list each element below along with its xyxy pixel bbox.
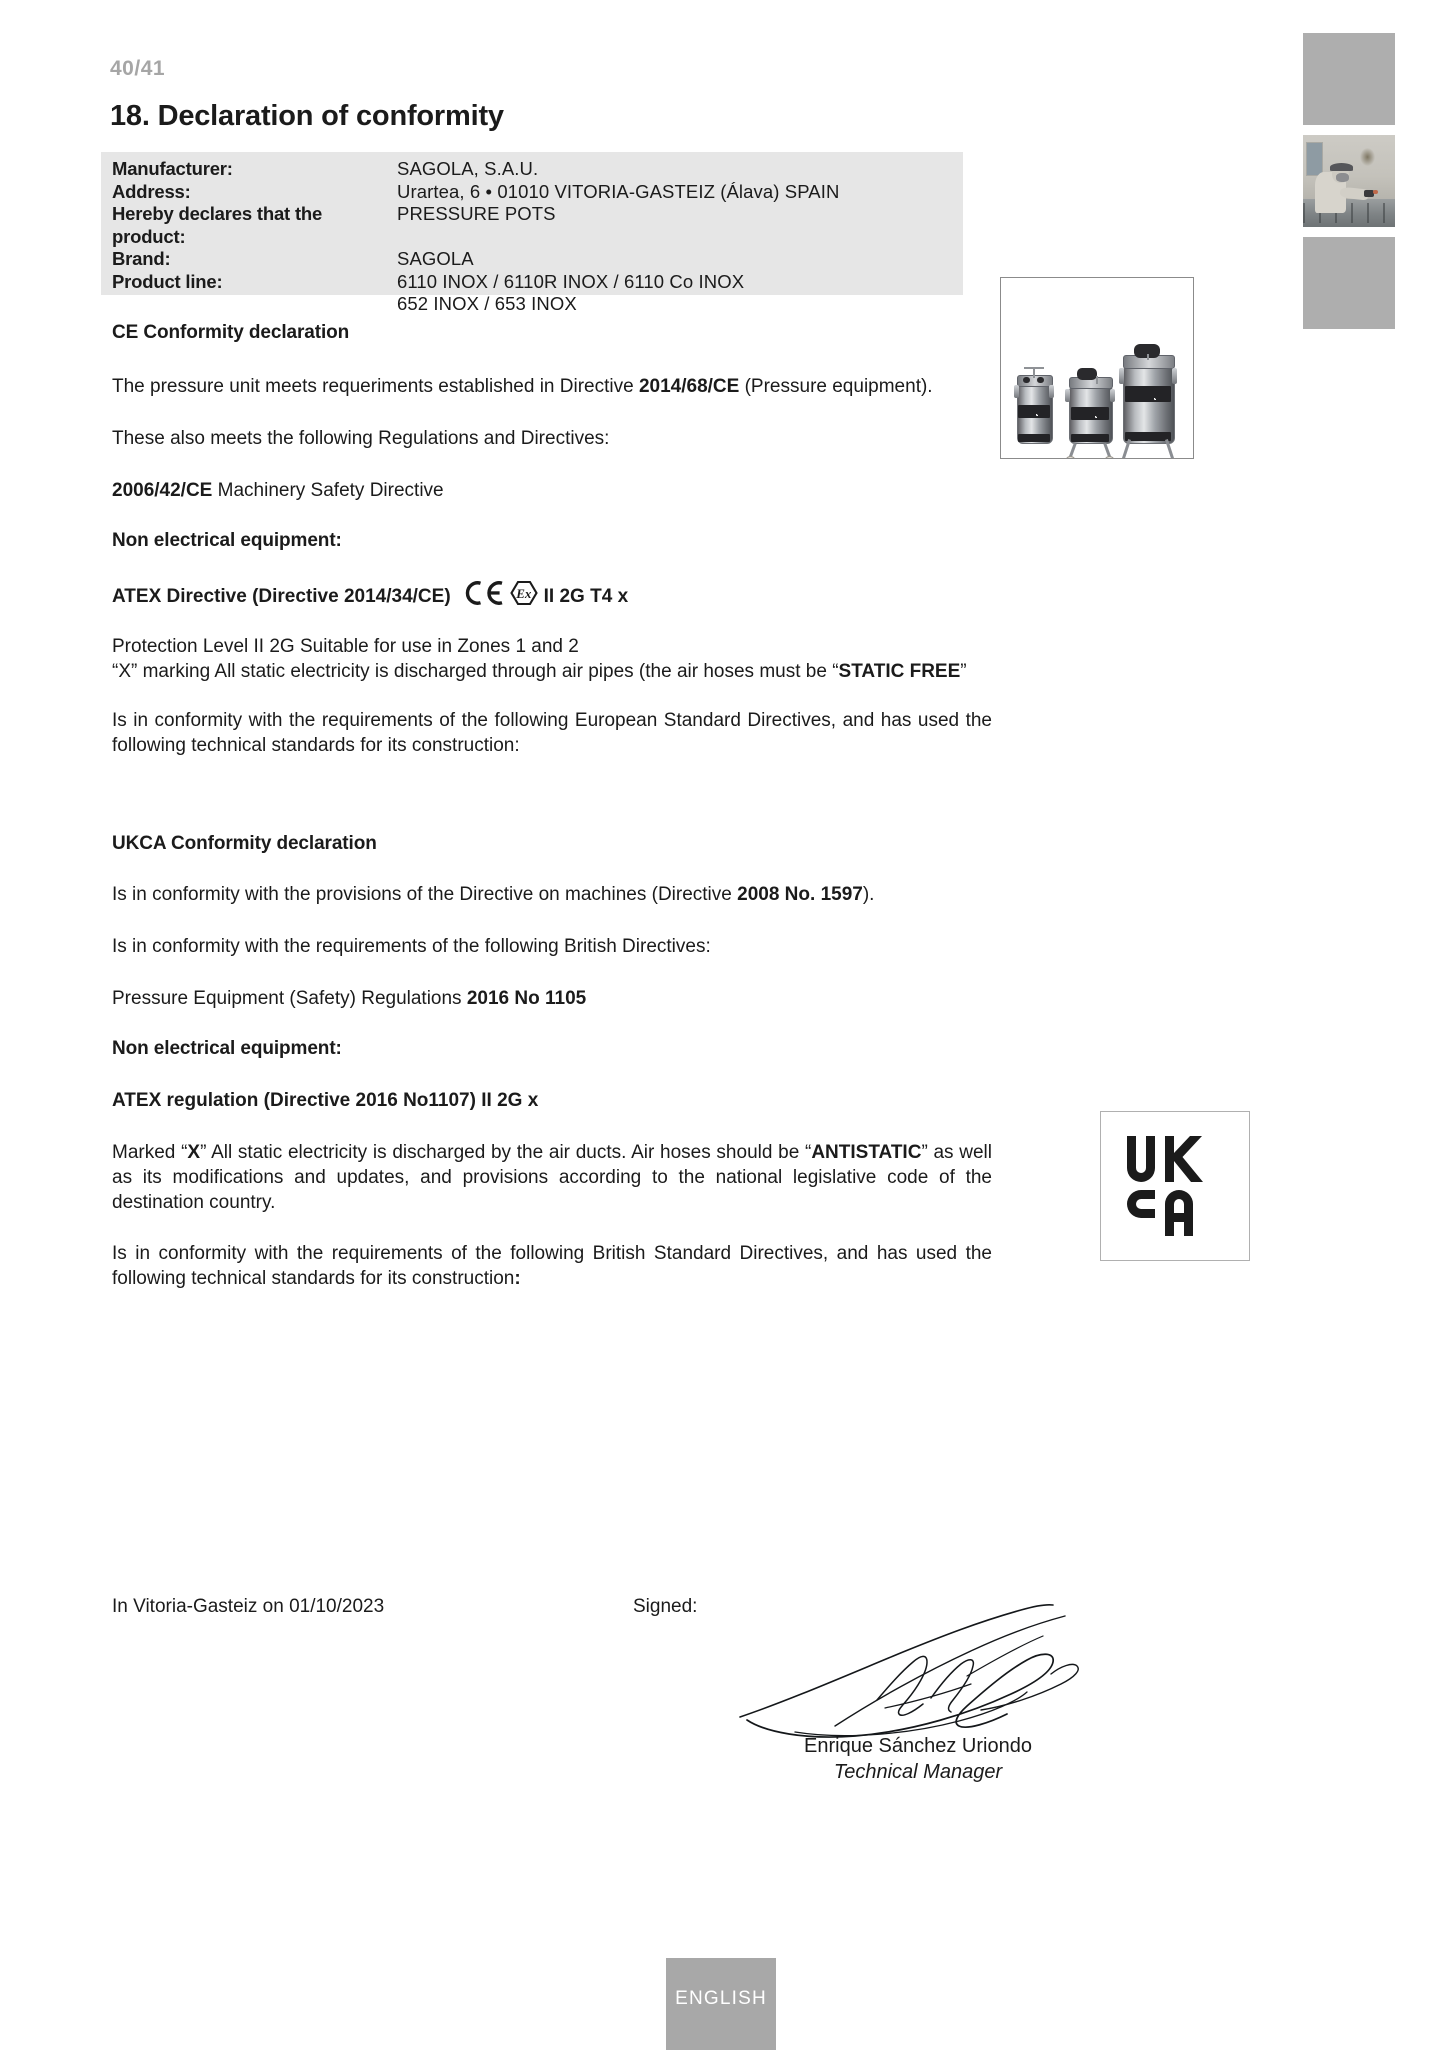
pot-agitator-motor [1077,368,1097,380]
page-title: 18. Declaration of conformity [110,100,504,132]
info-row [112,293,992,316]
signatory-name: Enrique Sánchez Uriondo [804,1735,1032,1757]
info-value: 6110 INOX / 6110R INOX / 6110 Co INOX [397,270,745,292]
pot-leg [1122,439,1131,459]
ukca-p1-after: ). [862,884,875,905]
ce-p1-directive: 2014/68/CE [638,376,740,397]
pot-stem [1033,368,1035,378]
ce-p1-before: The pressure unit meets requeriments established in Directive [112,376,639,397]
pressure-pot-medium [1069,360,1111,444]
svg-text:Ex: Ex [515,586,532,602]
photo-operator-respirator [1336,173,1349,182]
info-row [112,181,992,204]
info-value: Urartea, 6 • 01010 VITORIA-GASTEIZ (Álava) SPAIN [397,180,840,202]
ce-standards-paragraph: Is in conformity with the requirements of the following European Standard Directives, and has used the following technical standards for its construction: [112,710,992,756]
machinery-directive-text: Machinery Safety Directive [212,480,444,501]
static-free-after: ” [960,661,967,682]
info-label: Product line: [112,270,223,292]
page-number: 40/41 [110,57,166,80]
static-free-before: “X” marking All static electricity is discharged through air pipes (the air hoses must be “ [112,661,839,682]
ce-mark-icon [461,580,507,613]
manufacturer-info-grid [112,158,992,316]
ukca-machines-directive [112,882,967,907]
pot-clamp [1110,389,1115,402]
sagola-logo-icon [1095,409,1104,418]
pot-label-band [1071,407,1110,420]
info-label [112,293,397,316]
ukca-p1-directive: 2008 No. 1597 [737,884,863,905]
ukca-atex-after: ) II 2G x [469,1090,539,1111]
ukca-atex-directive: Directive 2016 No1107 [269,1090,470,1111]
pot-clamp [1014,385,1019,398]
protection-level-line: Protection Level II 2G Suitable for use in Zones 1 and 2 [112,636,579,657]
pot-regulator [1023,377,1030,383]
info-label: Hereby declares that the product: [112,203,323,247]
language-tab-label: ENGLISH [675,1988,767,2009]
pot-label-band [1125,386,1171,402]
machinery-directive-line [112,478,967,503]
photo-operator-cap [1330,163,1353,171]
per-before: Pressure Equipment (Safety) Regulations [112,988,467,1009]
pot-handle-bar [1024,367,1044,369]
photo-spray-tip [1373,190,1378,194]
pot-caster-wheel [1065,456,1076,459]
sagola-logo-icon [1154,389,1165,400]
sagola-logo-icon [1036,407,1045,416]
info-label: Brand: [112,248,171,269]
info-value: SAGOLA [397,248,474,269]
static-free-line [112,659,992,684]
margin-photo-painter [1303,135,1395,227]
atex-classification: II 2G T4 x [543,586,629,607]
language-tab [666,1958,776,2050]
pot-clamp [1172,368,1177,384]
photo-window [1306,142,1324,175]
ce-directive-paragraph [112,374,967,399]
signed-label: Signed: [633,1596,698,1617]
conformity-marks [461,580,538,613]
ukca-section-heading: UKCA Conformity declaration [112,833,377,854]
ukca-british-directives-intro: Is in conformity with the requirements of the following British Directives: [112,936,711,957]
info-value: PRESSURE POTS [397,203,556,224]
ukca-logo [1100,1111,1250,1261]
ce-regulations-intro: These also meets the following Regulations and Directives: [112,428,610,449]
antistatic-paragraph [112,1140,992,1215]
pot-stem [1096,376,1098,384]
ex-hexagon-icon [510,580,538,613]
machinery-directive-code: 2006/42/CE [112,480,213,501]
pot-clamp [1049,385,1054,398]
info-row [112,203,992,248]
pressure-pot-large [1123,332,1173,444]
ce-section-heading: CE Conformity declaration [112,322,350,343]
info-value: SAGOLA, S.A.U. [397,158,539,179]
margin-placeholder-bottom [1303,237,1395,329]
ukca-standards-paragraph [112,1241,992,1291]
pot-regulator [1037,377,1044,383]
margin-placeholder-top [1303,33,1395,125]
info-value: 652 INOX / 653 INOX [397,293,577,314]
ukca-logo-icon [1121,1132,1229,1240]
pot-label-band [1018,405,1049,418]
pressure-equipment-regulations [112,986,967,1011]
signature-date-line: In Vitoria-Gasteiz on 01/10/2023 [112,1596,385,1617]
static-free-emphasis: STATIC FREE [838,661,961,682]
ukca-atex-before: ATEX regulation ( [112,1090,270,1111]
antistatic-x: X [187,1142,201,1163]
antistatic-emphasis: ANTISTATIC [811,1142,922,1163]
pressure-pot-small [1017,368,1051,444]
antistatic-e: ” as well as its modifications and updates, and provisions according to the national legislative code of the destination country. [112,1142,992,1213]
info-label: Manufacturer: [112,158,233,179]
pot-base-band [1071,434,1110,442]
ukca-non-electrical-heading: Non electrical equipment: [112,1038,342,1059]
antistatic-c: ” All static electricity is discharged by the air ducts. Air hoses should be “ [200,1142,812,1163]
ukca-standards-colon: : [514,1268,521,1289]
antistatic-a: Marked “ [112,1142,188,1163]
info-label: Address: [112,180,191,202]
ukca-standards-text: Is in conformity with the requirements of the following British Standard Directives, and has used the following technical standards for its construction [112,1243,992,1289]
photo-smudge [1360,148,1375,166]
atex-directive-line [112,580,967,613]
pot-caster-wheel [1104,456,1115,459]
pot-stem [1147,354,1149,360]
pot-clamp [1119,368,1124,384]
ce-non-electrical-heading: Non electrical equipment: [112,530,342,551]
ukca-p1-before: Is in conformity with the provisions of the Directive on machines (Directive [112,884,738,905]
margin-thumbnail-rail [1303,33,1395,339]
per-code: 2016 No 1105 [466,988,587,1009]
signatory-role: Technical Manager [833,1761,1003,1783]
atex-directive-label: ATEX Directive (Directive 2014/34/CE) [112,586,451,607]
pot-clamp [1065,389,1070,402]
ukca-atex-regulation [112,1088,967,1113]
pot-base-band [1018,434,1049,442]
info-row [112,248,992,271]
ce-p1-after: (Pressure equipment). [739,376,933,397]
info-row [112,271,992,294]
product-photo-pressure-pots [1000,277,1194,459]
info-row [112,158,992,181]
